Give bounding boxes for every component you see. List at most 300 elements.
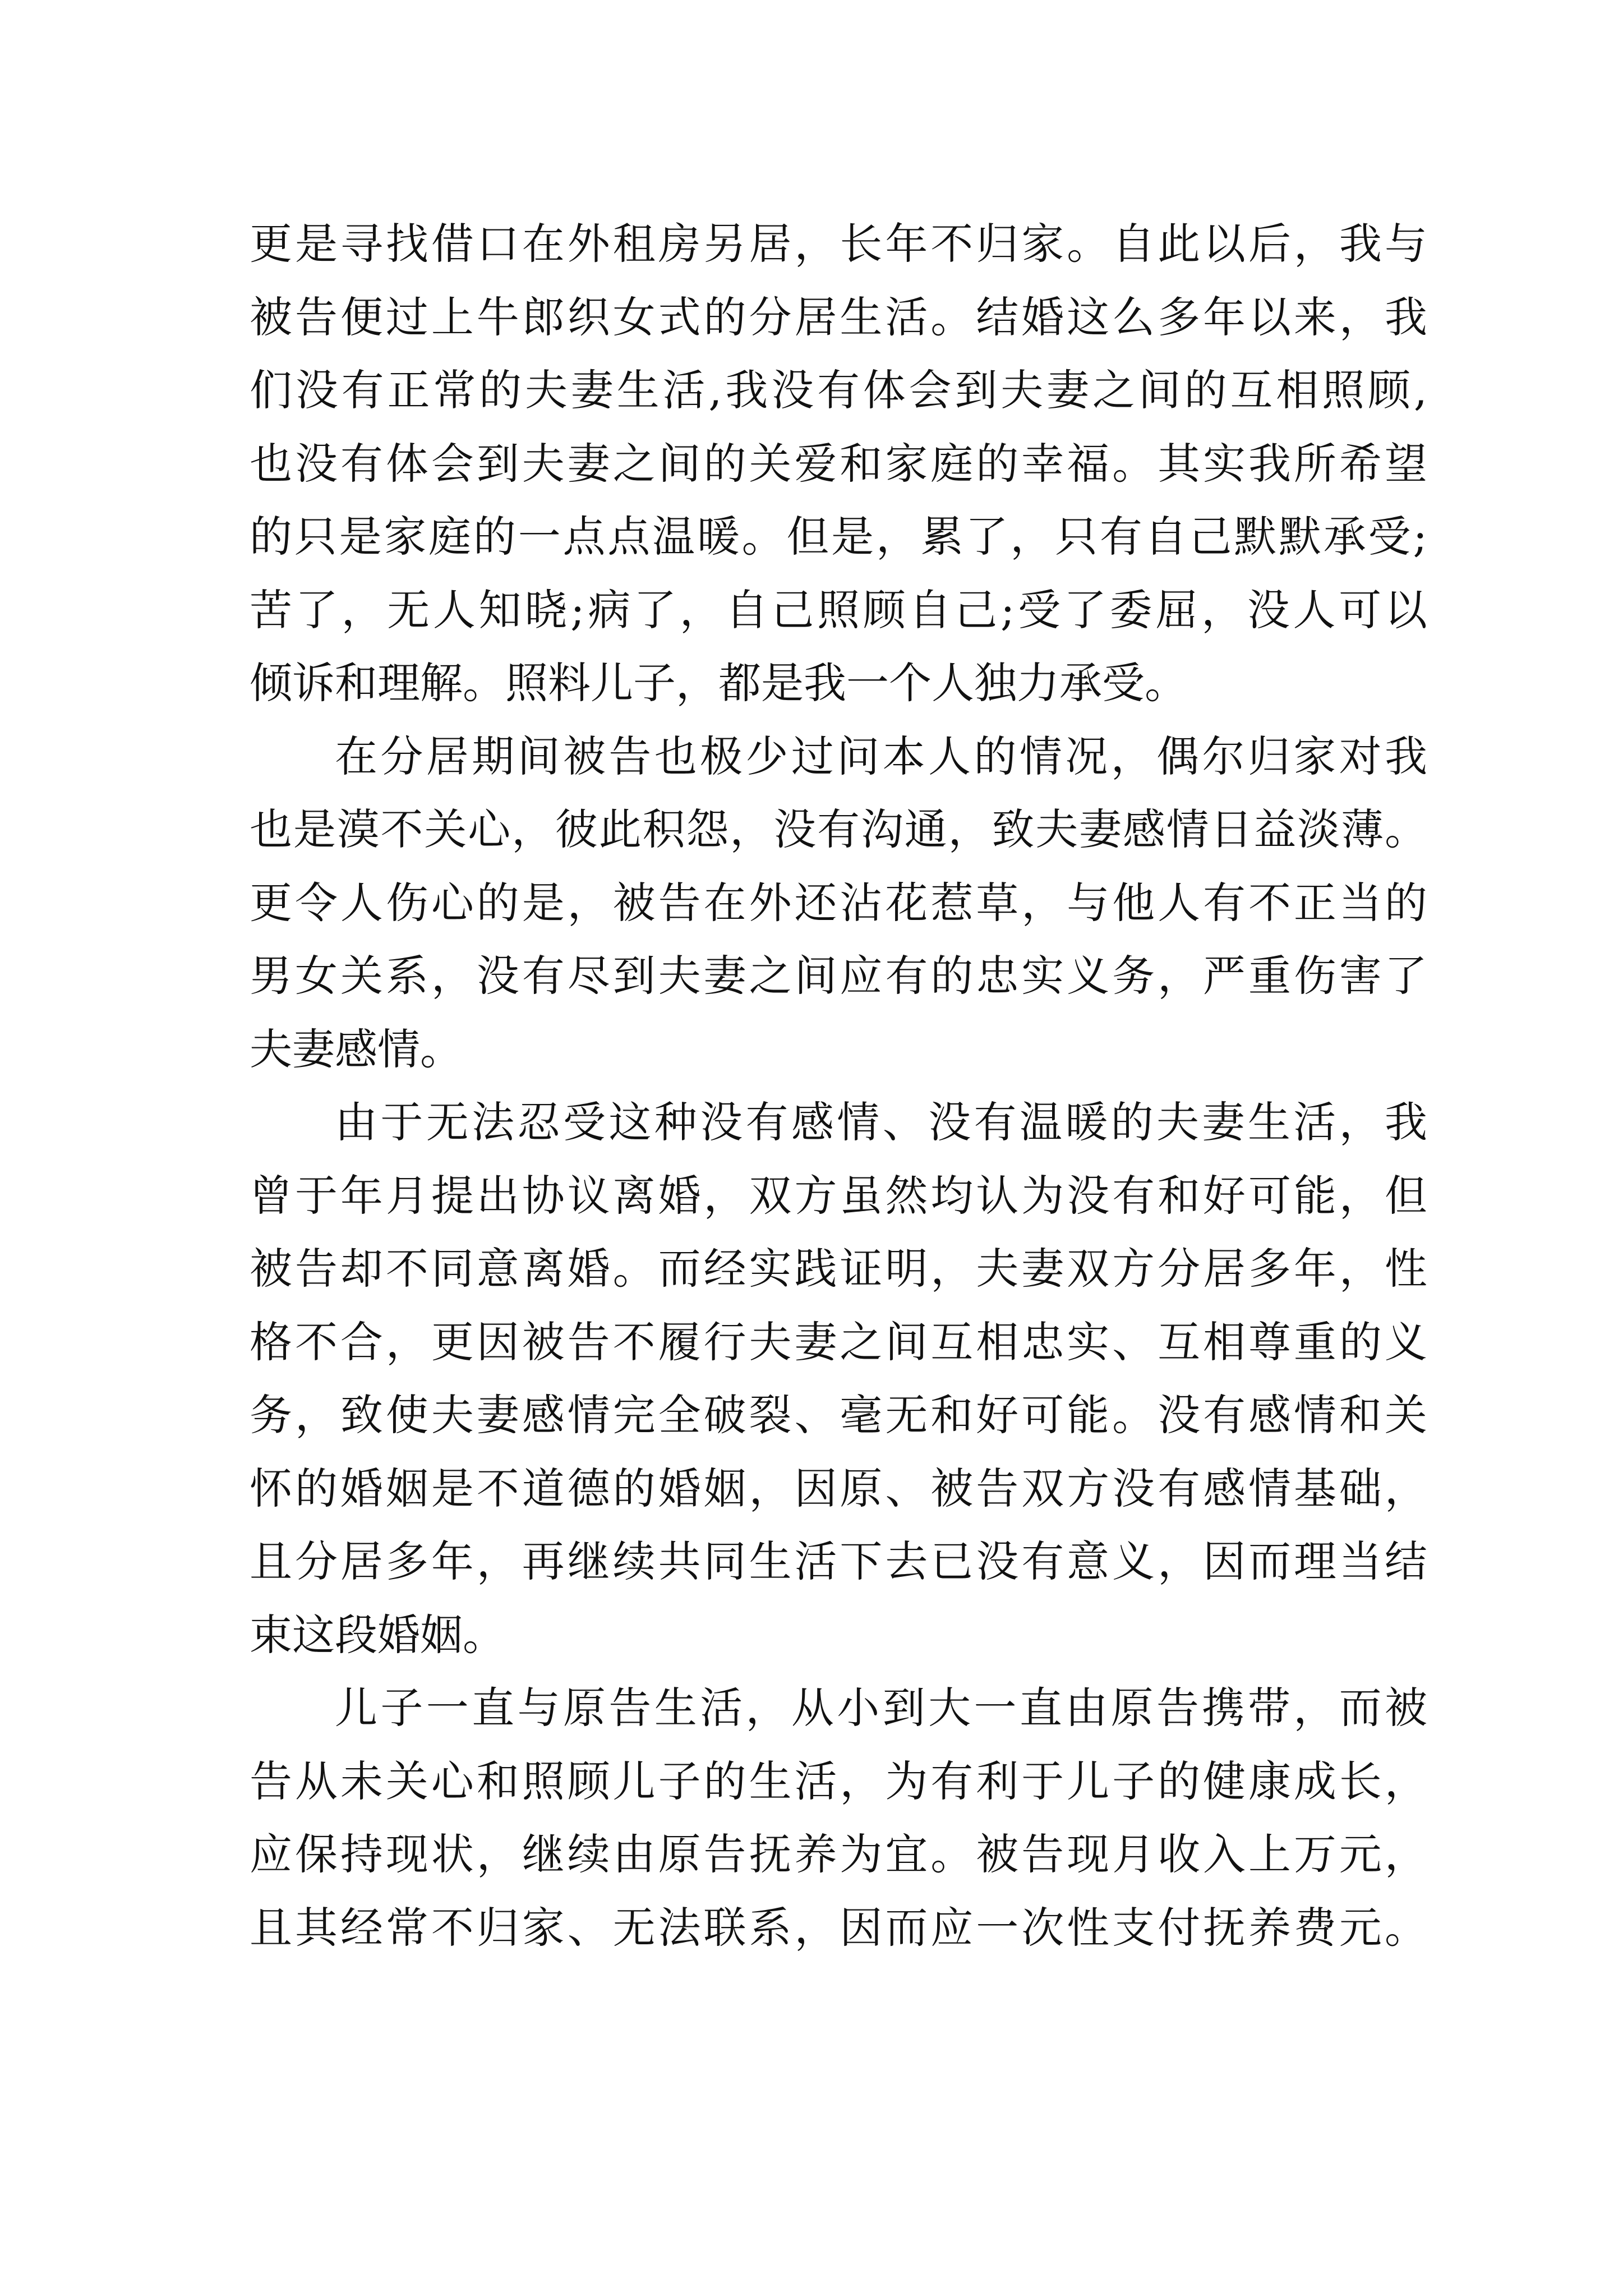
glyph: 间 [517,731,560,781]
glyph: 找 [385,219,428,269]
glyph: 离 [612,1170,656,1221]
glyph: 有 [817,365,860,415]
glyph: 活 [700,1683,743,1733]
glyph: 夫 [976,1244,1019,1294]
text-line [250,1745,1427,1819]
glyph: 过 [385,292,428,342]
glyph: 漠 [336,804,380,854]
glyph: 妻 [703,951,746,1001]
glyph: 到 [612,951,656,1001]
glyph: 结 [1384,1536,1427,1586]
glyph: ， [1293,219,1336,269]
glyph: 的 [476,877,519,928]
glyph: 己 [955,585,998,635]
glyph: 而 [658,1244,701,1294]
glyph: 现 [1067,1829,1110,1879]
glyph: 好 [1203,1170,1246,1221]
glyph: 顾 [863,585,906,635]
glyph: 、 [885,1463,928,1513]
glyph: 无 [885,1390,928,1440]
glyph: 、 [882,1097,925,1147]
glyph: 告 [658,877,701,928]
text-line [250,1525,1427,1599]
glyph: 没 [773,804,817,854]
glyph: 情 [567,1390,610,1440]
glyph: 意 [1067,1536,1110,1586]
glyph: 妻 [794,1317,837,1367]
text-line [250,354,1427,427]
glyph: 家 [1293,731,1336,781]
text-line [250,574,1427,647]
glyph: 为 [840,1829,883,1879]
glyph: 么 [1112,292,1155,342]
glyph: 同 [703,1536,746,1586]
glyph: 生 [616,365,660,415]
glyph: 心 [431,1756,474,1806]
glyph: 未 [340,1756,383,1806]
glyph: 令 [294,877,338,928]
glyph: 望 [1384,438,1427,489]
glyph: 间 [794,951,837,1001]
glyph: 男 [250,951,292,1001]
glyph: 是 [294,219,338,269]
glyph: 我 [1384,1097,1427,1147]
glyph: 期 [472,731,515,781]
glyph: 尔 [1202,731,1245,781]
glyph: 草 [976,877,1019,928]
glyph: 的 [976,438,1019,489]
glyph: 支 [1112,1902,1155,1953]
glyph: 且 [250,1902,292,1953]
glyph: 夫 [522,438,565,489]
glyph: 更 [250,219,292,269]
glyph: 以 [1384,585,1427,635]
glyph: 妻 [1202,1097,1245,1147]
glyph: ， [794,219,837,269]
glyph: 他 [1112,877,1155,928]
glyph: 被 [250,1244,292,1294]
glyph: 分 [380,731,423,781]
glyph: 会 [909,365,952,415]
glyph: 致 [340,1390,383,1440]
glyph: 的 [703,1756,746,1806]
glyph: 此 [598,804,642,854]
glyph: 家 [522,1902,565,1953]
glyph: 女 [612,292,656,342]
glyph: 承 [1323,512,1366,562]
glyph: 、 [1112,1317,1155,1367]
glyph: ; [1413,512,1427,562]
glyph: 。 [1112,1390,1155,1440]
glyph: 没 [1158,1390,1201,1440]
glyph: ， [476,1829,519,1879]
glyph: 积 [642,804,685,854]
glyph: 无 [426,1097,469,1147]
glyph: 万 [1293,1829,1336,1879]
glyph: 保 [294,1829,338,1879]
glyph: ， [1339,1244,1382,1294]
glyph: 告 [250,1756,292,1806]
glyph: 夫 [524,365,568,415]
glyph: 一 [976,1902,1019,1953]
glyph: 薄 [1341,804,1384,854]
glyph: 外 [567,219,610,269]
glyph: ; [570,585,585,635]
glyph: 好 [976,1390,1019,1440]
glyph: 情 [1019,731,1062,781]
glyph: 益 [1253,804,1297,854]
glyph: 夫 [658,951,701,1001]
glyph: 关 [340,951,383,1001]
glyph: 分 [749,292,792,342]
glyph: 温 [652,512,695,562]
glyph: 家 [1021,219,1064,269]
glyph: 居 [340,1536,383,1586]
glyph: 结 [976,292,1019,342]
glyph: 到 [882,1683,925,1733]
glyph: 了 [1384,951,1427,1001]
glyph: 和 [1339,1390,1382,1440]
glyph: 之 [1092,365,1135,415]
glyph: 婚 [1021,292,1064,342]
glyph: 分 [294,1536,338,1586]
glyph: 的 [250,512,292,562]
glyph: 严 [1203,951,1246,1001]
glyph: ， [1158,951,1201,1001]
glyph: 道 [522,1463,565,1513]
glyph: 性 [1384,1244,1427,1294]
glyph: 长 [1339,1756,1382,1806]
glyph: 活 [794,1536,837,1586]
glyph: 从 [791,1683,834,1733]
glyph: 房 [658,219,701,269]
glyph: 原 [562,1683,606,1733]
glyph: 重 [1293,1317,1336,1367]
glyph: 是 [293,804,336,854]
glyph: 能 [1067,1390,1110,1440]
glyph: 妻 [1046,365,1090,415]
glyph: 已 [930,1536,974,1586]
glyph: 认 [976,1170,1019,1221]
glyph: 这 [1067,292,1110,342]
glyph: 础 [1339,1463,1382,1513]
text-line: 夫妻感情。 [250,1024,463,1074]
glyph: 害 [1339,951,1382,1001]
glyph: 更 [431,1317,474,1367]
glyph: ， [703,1170,746,1221]
glyph: 忠 [976,951,1019,1001]
glyph: 因 [840,1902,883,1953]
glyph: 当 [1339,1536,1382,1586]
glyph: 庭 [428,512,472,562]
glyph: 实 [1203,438,1246,489]
text-line [250,1232,1427,1306]
glyph: 借 [431,219,474,269]
glyph: ， [1021,877,1064,928]
glyph: 妻 [570,365,614,415]
glyph: 惹 [930,877,974,928]
glyph: 上 [1248,1829,1291,1879]
glyph: 对 [1339,731,1382,781]
glyph: 常 [433,365,476,415]
glyph: 式 [658,292,701,342]
glyph: 费 [1293,1902,1336,1953]
glyph: 合 [340,1317,383,1367]
glyph: 相 [1203,1317,1246,1367]
glyph: 委 [1109,585,1152,635]
glyph: 付 [1158,1902,1201,1953]
glyph: 虽 [840,1170,883,1221]
glyph: 裂 [749,1390,792,1440]
glyph: 破 [703,1390,746,1440]
glyph: 与 [1384,219,1427,269]
glyph: 当 [1339,877,1382,928]
glyph: 方 [1067,1463,1110,1513]
glyph: ， [1339,292,1382,342]
glyph: 。 [612,1244,656,1294]
glyph: ， [1384,1463,1427,1513]
glyph: 联 [703,1902,746,1953]
glyph: 出 [476,1170,519,1221]
glyph: 分 [1158,1244,1201,1294]
glyph: 和 [1158,1170,1201,1221]
glyph: ， [840,1756,883,1806]
glyph: 没 [476,951,519,1001]
glyph: 双 [1021,1463,1064,1513]
text-line [250,500,1427,574]
glyph: 告 [703,1829,746,1879]
glyph: 正 [1293,877,1336,928]
text-line [250,793,1427,867]
glyph: 人 [1158,877,1201,928]
glyph: 而 [1339,1683,1382,1733]
glyph: 与 [1067,877,1110,928]
glyph: 了 [965,512,1008,562]
glyph: 告 [294,292,338,342]
glyph: 且 [250,1536,292,1586]
glyph: 议 [567,1170,610,1221]
glyph: 问 [837,731,880,781]
glyph: 幸 [1021,438,1064,489]
glyph: 一 [426,1683,469,1733]
glyph: 康 [1248,1756,1291,1806]
glyph: 上 [431,292,474,342]
glyph: 少 [745,731,789,781]
glyph: ， [930,1244,974,1294]
glyph: 义 [1067,951,1110,1001]
glyph: 偶 [1156,731,1200,781]
glyph: 爱 [794,438,837,489]
glyph: 相 [1276,365,1319,415]
glyph: 告 [567,1317,610,1367]
glyph: 忍 [517,1097,560,1147]
glyph: 被 [522,1317,565,1367]
glyph: 之 [749,951,792,1001]
glyph: 尊 [1248,1317,1291,1367]
glyph: 多 [1158,292,1201,342]
glyph: 原 [840,1463,883,1513]
glyph: 毫 [840,1390,883,1440]
glyph: 年 [1293,1244,1336,1294]
glyph: 续 [612,1536,656,1586]
glyph: 怀 [250,1463,292,1513]
glyph: 子 [658,1756,701,1806]
glyph: 人 [1293,585,1336,635]
glyph: 告 [608,1683,652,1733]
glyph: 温 [1019,1097,1062,1147]
glyph: 健 [1203,1756,1246,1806]
glyph: 下 [840,1536,883,1586]
glyph: 感 [522,1390,565,1440]
glyph: 务 [250,1390,292,1440]
glyph: 默 [1234,512,1277,562]
glyph: 元 [1339,1902,1382,1953]
glyph: 之 [840,1317,883,1367]
glyph: 和 [476,1756,519,1806]
glyph: 月 [1112,1829,1155,1879]
glyph: ， [749,1463,792,1513]
glyph: 法 [472,1097,515,1147]
glyph: 关 [385,1756,428,1806]
glyph: 居 [794,292,837,342]
glyph: 夫 [431,1390,474,1440]
glyph: 提 [431,1170,474,1221]
text-line [250,281,1427,355]
glyph: 系 [749,1902,792,1953]
glyph: ， [476,1536,519,1586]
text-line [250,1306,1427,1379]
glyph: 也 [250,804,292,854]
glyph: 现 [385,1829,428,1879]
glyph: 有 [341,365,384,415]
glyph: 法 [658,1902,701,1953]
glyph: 妻 [1021,1244,1064,1294]
glyph: 德 [567,1463,610,1513]
glyph: 持 [340,1829,383,1879]
glyph: 姻 [385,1463,428,1513]
glyph: 为 [1021,1170,1064,1221]
glyph: 织 [567,292,610,342]
glyph: 利 [976,1756,1019,1806]
glyph: 于 [294,1170,338,1221]
glyph: 极 [700,731,743,781]
glyph: 状 [431,1829,474,1879]
document-body [250,208,1427,1964]
glyph: 妻 [476,1390,519,1440]
glyph: 互 [930,1317,974,1367]
glyph: 。 [1112,438,1155,489]
glyph: 感 [1122,804,1165,854]
glyph: 月 [385,1170,428,1221]
glyph: 情 [1248,1463,1291,1513]
paragraph-first-line [250,720,1427,794]
glyph: 协 [522,1170,565,1221]
glyph: 然 [885,1170,928,1221]
glyph: 苦 [250,585,292,635]
glyph: 这 [608,1097,652,1147]
glyph: 原 [658,1829,701,1879]
glyph: 义 [1384,1317,1427,1367]
glyph: 所 [1293,438,1336,489]
glyph: 在 [703,877,746,928]
glyph: 是 [831,512,874,562]
glyph: 抚 [749,1829,792,1879]
glyph: 全 [658,1390,701,1440]
glyph: 因 [794,1463,837,1513]
glyph: 希 [1339,438,1382,489]
glyph: 顾 [1367,365,1410,415]
glyph: 受 [1018,585,1061,635]
glyph: 子 [380,1683,423,1733]
glyph: 婚 [567,1244,610,1294]
glyph: 携 [1202,1683,1245,1733]
glyph: 归 [1247,731,1290,781]
glyph: 病 [588,585,631,635]
text-line: 倾诉和理解。照料儿子，都是我一个人独力承受。 [250,658,1187,708]
glyph: 没 [700,1097,743,1147]
glyph: 有 [930,1756,974,1806]
glyph: 是 [522,877,565,928]
glyph: 后 [1248,219,1291,269]
glyph: 我 [1384,292,1427,342]
glyph: 义 [1112,1536,1155,1586]
glyph: 一 [518,512,561,562]
glyph: 的 [974,731,1017,781]
glyph: 默 [1278,512,1321,562]
glyph: 格 [250,1317,292,1367]
glyph: 归 [476,1902,519,1953]
glyph: 的 [612,1463,656,1513]
glyph: 夫 [1156,1097,1200,1147]
glyph: 我 [725,365,768,415]
glyph: 的 [1110,1097,1154,1147]
glyph: 和 [840,438,883,489]
glyph: 们 [250,365,292,415]
glyph: 不 [385,1244,428,1294]
glyph: 有 [1099,512,1142,562]
glyph: 、 [794,1390,837,1440]
glyph: 无 [612,1902,656,1953]
glyph: 意 [476,1244,519,1294]
glyph: 互 [1158,1317,1201,1367]
glyph: 沾 [840,877,883,928]
glyph: 因 [1203,1536,1246,1586]
glyph: 大 [928,1683,971,1733]
glyph: 感 [1203,1463,1246,1513]
glyph: 到 [955,365,998,415]
glyph: 我 [1384,731,1427,781]
glyph: ， [794,1902,837,1953]
glyph: 于 [1021,1756,1064,1806]
glyph: 生 [749,1756,792,1806]
glyph: 的 [703,292,746,342]
glyph: 告 [976,1463,1019,1513]
glyph: 其 [294,1902,338,1953]
glyph: 归 [976,219,1019,269]
glyph: 可 [1339,585,1382,635]
glyph: 姻 [703,1463,746,1513]
glyph: 更 [250,877,292,928]
glyph: 间 [885,1317,928,1367]
glyph: 由 [1065,1683,1108,1733]
glyph: ， [341,585,384,635]
glyph: 方 [794,1170,837,1221]
glyph: 牛 [476,292,519,342]
glyph: ， [567,877,610,928]
glyph: 受 [562,1097,606,1147]
glyph: 。 [930,1829,974,1879]
glyph: 双 [1067,1244,1110,1294]
